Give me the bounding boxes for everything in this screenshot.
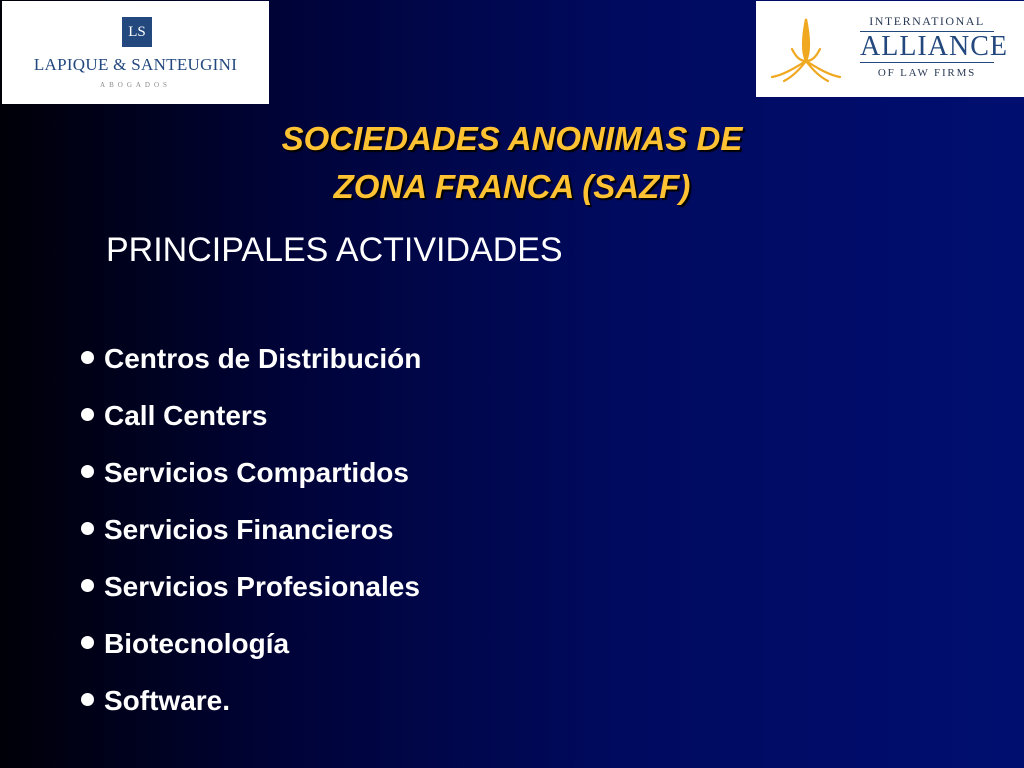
bullet-dot-icon xyxy=(81,636,94,649)
slide-title-line1: SOCIEDADES ANONIMAS DE xyxy=(281,120,743,157)
list-item xyxy=(78,672,421,729)
bullet-dot-icon xyxy=(81,408,94,421)
firm-name: LAPIQUE & SANTEUGINI xyxy=(33,55,238,74)
list-item xyxy=(78,615,421,672)
lapique-santeugini-logo xyxy=(2,1,269,104)
bullet-dot-icon xyxy=(81,579,94,592)
list-item xyxy=(78,387,421,444)
list-item-label: Servicios Compartidos xyxy=(104,457,409,488)
slide-title xyxy=(150,115,874,211)
list-item-label: Centros de Distribución xyxy=(104,343,422,374)
activities-list xyxy=(78,330,421,729)
alliance-emblem-icon xyxy=(766,9,846,89)
list-item-label: Servicios Financieros xyxy=(104,514,394,545)
slide-title-line2: ZONA FRANCA (SAZF) xyxy=(333,168,691,205)
bullet-dot-icon xyxy=(81,522,94,535)
slide-subtitle: PRINCIPALES ACTIVIDADES xyxy=(106,231,563,269)
list-item-label: Biotecnología xyxy=(104,628,290,659)
list-item-label: Call Centers xyxy=(104,400,268,431)
alliance-line3: OF LAW FIRMS xyxy=(877,67,977,79)
list-item xyxy=(78,501,421,558)
list-item-label: Servicios Profesionales xyxy=(104,571,420,602)
bullet-dot-icon xyxy=(81,693,94,706)
bullet-dot-icon xyxy=(81,465,94,478)
ls-monogram: LS xyxy=(122,17,152,47)
bullet-dot-icon xyxy=(81,351,94,364)
international-alliance-logo xyxy=(756,1,1024,97)
firm-subtitle: ABOGADOS xyxy=(100,81,171,89)
list-item-label: Software. xyxy=(104,685,231,716)
list-item xyxy=(78,444,421,501)
list-item xyxy=(78,330,421,387)
alliance-line1: INTERNATIONAL xyxy=(869,14,985,28)
alliance-line2: ALLIANCE xyxy=(860,31,1008,62)
list-item xyxy=(78,558,421,615)
